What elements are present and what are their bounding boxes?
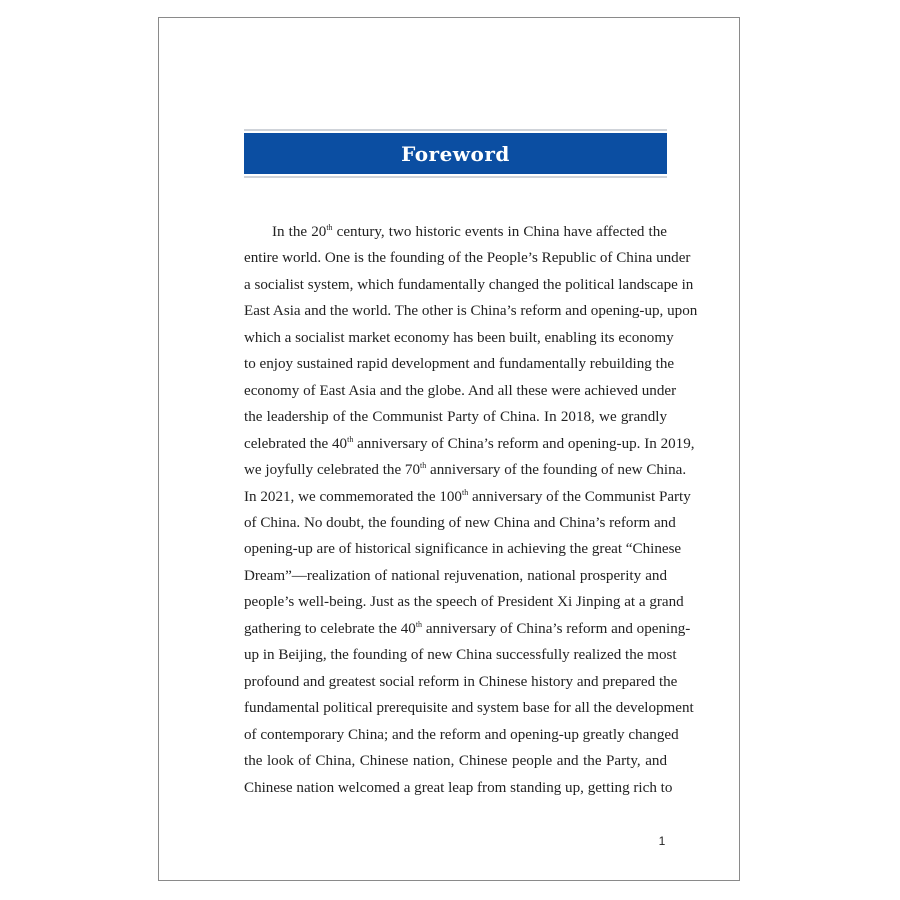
text-line (244, 404, 667, 430)
text-line (244, 748, 667, 774)
text-line (244, 298, 698, 324)
text-run: we joyfully celebrated the 70 (244, 462, 421, 479)
text-run: Dream”—realization of national rejuvenation, national prosperity and (244, 567, 667, 584)
text-run: In 2021, we commemorated the 100 (244, 488, 462, 505)
text-line (244, 484, 691, 510)
text-run: people’s well-being. Just as the speech of President Xi Jinping at a grand (244, 594, 684, 611)
text-line (244, 775, 673, 801)
text-run: anniversary of the Communist Party (468, 488, 691, 505)
text-run: up in Beijing, the founding of new China successfully realized the most (244, 647, 677, 664)
text-line (244, 272, 694, 298)
text-line (244, 325, 674, 351)
text-line (244, 616, 691, 642)
text-run: entire world. One is the founding of the People’s Republic of China under (244, 250, 691, 267)
text-line (244, 563, 667, 589)
title-banner (244, 133, 667, 174)
text-line (244, 589, 684, 615)
text-line (244, 669, 678, 695)
text-line (244, 378, 677, 404)
text-run: profound and greatest social reform in Chinese history and prepared the (244, 673, 678, 690)
text-run: East Asia and the world. The other is China’s reform and opening-up, upon (244, 303, 698, 320)
text-line (244, 642, 677, 668)
text-run: of China. No doubt, the founding of new China and China’s reform and (244, 514, 676, 531)
text-run: celebrated the 40 (244, 435, 348, 452)
body-paragraph (244, 219, 698, 801)
text-run: gathering to celebrate the 40 (244, 620, 416, 637)
text-line (244, 351, 675, 377)
superscript: th (326, 223, 333, 232)
text-run: which a socialist market economy has been built, enabling its economy (244, 329, 674, 346)
text-run: the look of China, Chinese nation, Chinese people and the Party, and (244, 753, 667, 770)
text-line (244, 510, 676, 536)
page-number: 1 (658, 834, 666, 848)
text-line (244, 431, 695, 457)
superscript: th (420, 461, 427, 471)
text-line (244, 219, 667, 245)
text-line (244, 536, 682, 562)
text-run: century, two historic events in China have affected the (332, 224, 667, 240)
text-run: fundamental political prerequisite and system base for all the development (244, 700, 694, 717)
text-run: a socialist system, which fundamentally changed the political landscape in (244, 276, 694, 293)
text-line (244, 457, 687, 483)
heading-block (244, 129, 667, 178)
superscript: th (415, 619, 423, 629)
text-line (244, 245, 691, 271)
text-line (244, 695, 694, 721)
text-run: economy of East Asia and the globe. And all these were achieved under (244, 382, 677, 399)
page-title: Foreword (401, 141, 510, 166)
text-run: Chinese nation welcomed a great leap from standing up, getting rich to (244, 779, 673, 796)
text-run: In the 20 (272, 224, 327, 240)
text-run: anniversary of the founding of new China. (426, 462, 687, 479)
text-run: to enjoy sustained rapid development and fundamentally rebuilding the (244, 356, 675, 373)
superscript: th (461, 487, 469, 497)
bottom-rule (244, 176, 667, 178)
text-run: the leadership of the Communist Party of China. In 2018, we grandly (244, 409, 667, 426)
text-run: anniversary of China’s reform and opening- (422, 620, 691, 637)
text-run: anniversary of China’s reform and opening-up. In 2019, (353, 435, 695, 452)
text-run: of contemporary China; and the reform and opening-up greatly changed (244, 726, 679, 743)
superscript: th (347, 434, 354, 444)
text-line (244, 722, 679, 748)
text-run: opening-up are of historical significance in achieving the great “Chinese (244, 541, 682, 558)
